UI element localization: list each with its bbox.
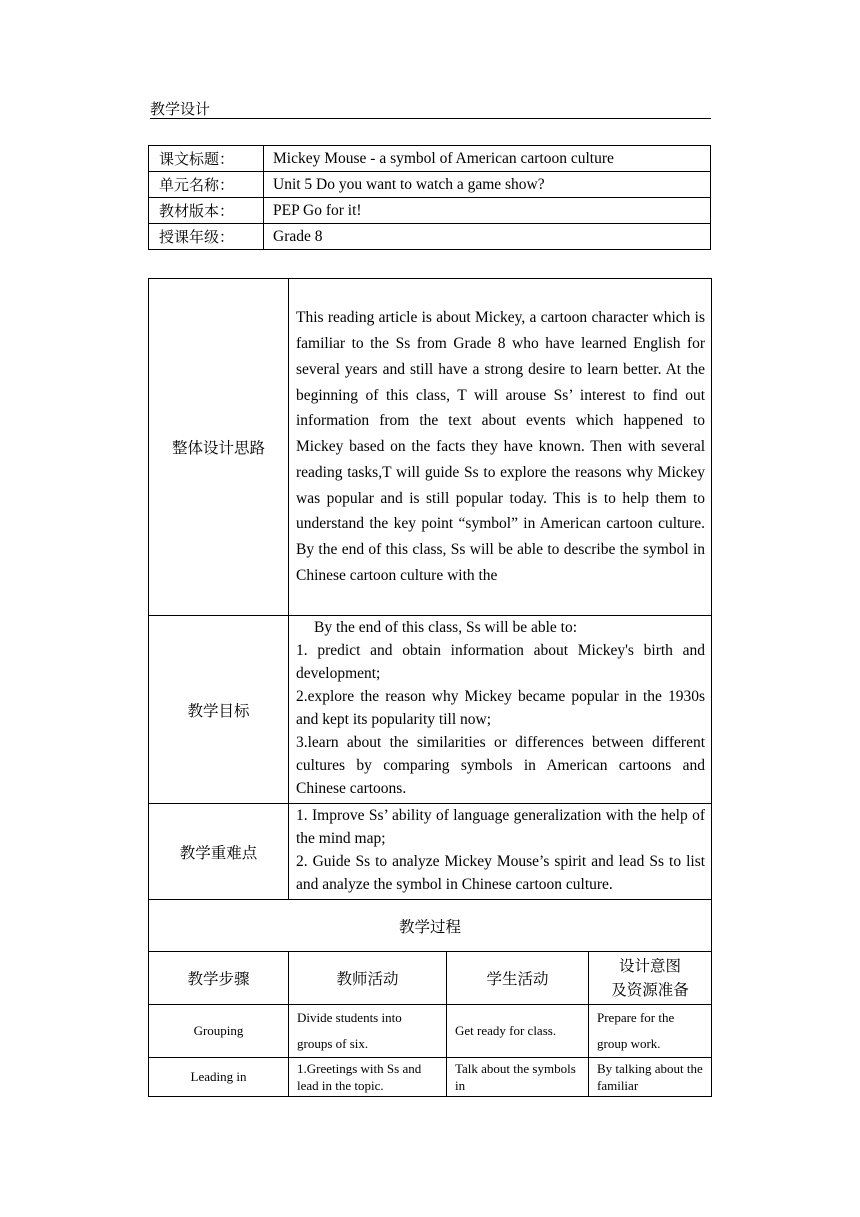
intent-cell: By talking about the familiar (589, 1058, 712, 1097)
keypoint-item-2: 2. Guide Ss to analyze Mickey Mouse’s spirit and lead Ss to list and analyze the symbol in Chinese cartoon culture. (296, 853, 706, 893)
document-title: 教学设计 (150, 100, 211, 118)
table-row (149, 172, 711, 198)
design-row (149, 279, 712, 616)
objectives-content (289, 616, 712, 804)
lesson-title-value: Mickey Mouse - a symbol of American cartoon culture (264, 146, 711, 172)
textbook-edition-value: PEP Go for it! (264, 198, 711, 224)
intent-cell: Prepare for the group work. (589, 1005, 712, 1058)
keypoint-item-1: 1. Improve Ss’ ability of language generalization with the help of the mind map; (296, 807, 706, 847)
objective-item-1: 1. predict and obtain information about Mickey's birth and development; (296, 642, 706, 682)
teacher-activity-cell: 1.Greetings with Ss and lead in the topic. (289, 1058, 447, 1097)
table-row (149, 1005, 712, 1058)
column-header-student: 学生活动 (447, 952, 589, 1005)
lesson-info-table (148, 145, 711, 250)
textbook-edition-label: 教材版本： (149, 198, 264, 224)
table-row (149, 198, 711, 224)
process-header-row (149, 952, 712, 1005)
objective-item-3: 3.learn about the similarities or differences between different cultures by comparing symbols in American cartoons and Chinese cartoons. (296, 734, 706, 797)
unit-name-label: 单元名称： (149, 172, 264, 198)
process-title: 教学过程 (149, 900, 712, 952)
column-header-teacher: 教师活动 (289, 952, 447, 1005)
column-header-step: 教学步骤 (149, 952, 289, 1005)
table-row (149, 1058, 712, 1097)
grade-label: 授课年级： (149, 224, 264, 250)
objectives-row (149, 616, 712, 804)
step-cell: Grouping (149, 1005, 289, 1058)
student-activity-cell: Get ready for class. (447, 1005, 589, 1058)
keypoints-label: 教学重难点 (149, 804, 289, 900)
keypoints-content (289, 804, 712, 900)
document-heading (150, 100, 711, 119)
column-header-intent-line1: 设计意图 (619, 957, 682, 975)
table-row (149, 224, 711, 250)
objectives-label: 教学目标 (149, 616, 289, 804)
process-title-row (149, 900, 712, 952)
unit-name-value: Unit 5 Do you want to watch a game show? (264, 172, 711, 198)
lesson-title-label: 课文标题： (149, 146, 264, 172)
column-header-intent-line2: 及资源准备 (611, 981, 689, 999)
lesson-plan-table (148, 278, 712, 1097)
keypoints-row (149, 804, 712, 900)
column-header-intent (589, 952, 712, 1005)
design-text: This reading article is about Mickey, a cartoon character which is familiar to the Ss from Grade 8 who have learned English for several years and still have a strong desire to learn better. At the beginning of this class, T will arouse Ss’ interest to find out information from the text about events which happened to Mickey based on the facts they have known. Then with several reading tasks,T will guide Ss to explore the reasons why Mickey was popular and is still popular today. This is to help them to understand the key point “symbol” in American cartoon culture. By the end of this class, Ss will be able to describe the symbol in Chinese cartoon culture with the (289, 279, 712, 616)
objective-item-2: 2.explore the reason why Mickey became popular in the 1930s and kept its popularity till now; (296, 688, 706, 728)
table-row (149, 146, 711, 172)
design-label: 整体设计思路 (149, 279, 289, 616)
grade-value: Grade 8 (264, 224, 711, 250)
student-activity-cell: Talk about the symbols in (447, 1058, 589, 1097)
teacher-activity-cell: Divide students into groups of six. (289, 1005, 447, 1058)
step-cell: Leading in (149, 1058, 289, 1097)
objectives-intro: By the end of this class, Ss will be able to: (314, 619, 578, 636)
